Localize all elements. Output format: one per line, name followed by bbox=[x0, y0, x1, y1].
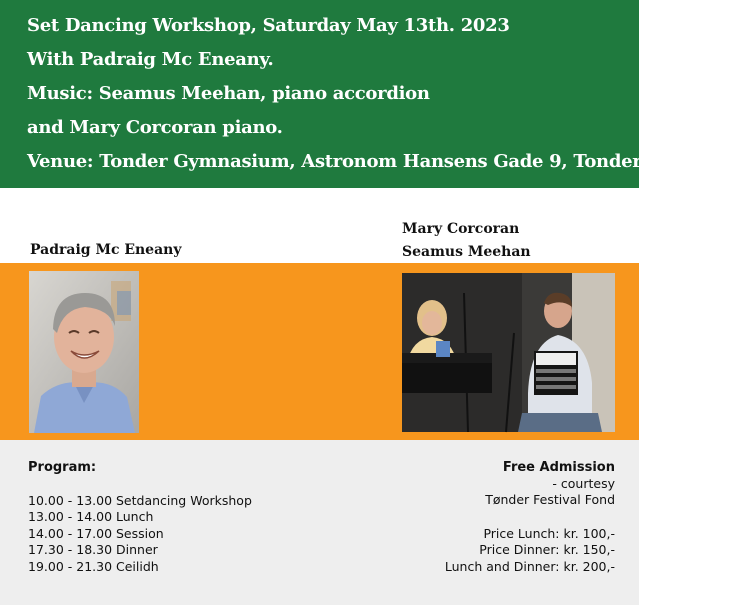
sponsor-text: Tønder Festival Fond bbox=[485, 492, 615, 508]
program-item-session: 14.00 - 17.00 Session bbox=[28, 525, 164, 541]
musicians-stage-image bbox=[402, 273, 615, 432]
free-admission-title: Free Admission bbox=[502, 460, 615, 475]
program-section bbox=[28, 460, 328, 575]
seamus-name-label: Seamus Meehan bbox=[402, 244, 531, 260]
courtesy-text: - courtesy bbox=[552, 476, 615, 491]
admission-section bbox=[355, 460, 615, 575]
mary-name-label: Mary Corcoran bbox=[402, 221, 520, 237]
program-title: Program: bbox=[28, 460, 97, 475]
spacer bbox=[355, 509, 615, 526]
padraig-name-label: Padraig Mc Eneany bbox=[30, 242, 182, 258]
program-item-ceilidh: 19.00 - 21.30 Ceilidh bbox=[28, 558, 159, 574]
program-item-dinner: 17.30 - 18.30 Dinner bbox=[28, 542, 158, 558]
price-dinner: Price Dinner: kr. 150,- bbox=[479, 542, 615, 558]
price-lunch-and-dinner: Lunch and Dinner: kr. 200,- bbox=[444, 558, 615, 574]
program-item-workshop: 10.00 - 13.00 Setdancing Workshop bbox=[28, 493, 252, 508]
price-lunch: Price Lunch: kr. 100,- bbox=[483, 525, 615, 541]
event-headline bbox=[27, 9, 749, 179]
padraig-portrait-image bbox=[29, 271, 139, 433]
headline-line-music: Music: Seamus Meehan, piano accordion bbox=[27, 83, 430, 104]
headline-line-piano: and Mary Corcoran piano. bbox=[27, 117, 283, 138]
headline-line-title: Set Dancing Workshop, Saturday May 13th. 2023 bbox=[27, 15, 510, 36]
headline-line-teacher: With Padraig Mc Eneany. bbox=[27, 49, 274, 70]
musicians-photo bbox=[402, 273, 615, 432]
padraig-photo bbox=[29, 271, 139, 433]
program-item-lunch: 13.00 - 14.00 Lunch bbox=[28, 509, 154, 525]
headline-line-venue: Venue: Tonder Gymnasium, Astronom Hansens Gade 9, Tonder, Denmark. bbox=[27, 151, 749, 172]
